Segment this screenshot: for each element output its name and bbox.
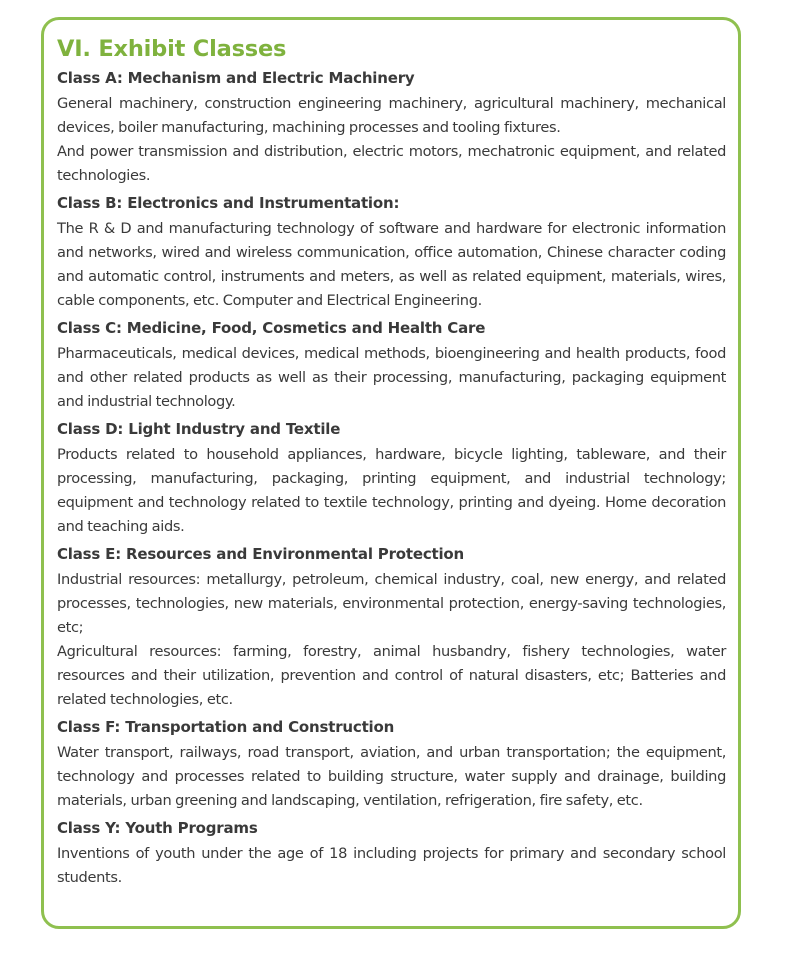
class-f-description bbox=[57, 741, 726, 813]
class-b-description bbox=[57, 217, 726, 313]
class-a-paragraph: And power transmission and distribution, electric motors, mechatronic equipment, and related technologies. bbox=[57, 143, 726, 184]
class-a-description bbox=[57, 92, 726, 188]
class-f-title: Class F: Transportation and Construction bbox=[57, 718, 395, 736]
class-e-paragraph: Industrial resources: metallurgy, petroleum, chemical industry, coal, new energy, and related processes, technologies, new materials, environmental protection, energy-saving technologies, etc; bbox=[57, 571, 726, 636]
class-y-description bbox=[57, 842, 726, 890]
class-d-description bbox=[57, 443, 726, 539]
class-a-block bbox=[57, 68, 726, 188]
class-y-title: Class Y: Youth Programs bbox=[57, 819, 258, 837]
class-e-paragraph: Agricultural resources: farming, forestry, animal husbandry, fishery technologies, water resources and their utilization, prevention and control of natural disasters, etc; Batteries and related technologies, etc. bbox=[57, 643, 726, 708]
class-a-title: Class A: Mechanism and Electric Machinery bbox=[57, 69, 415, 87]
class-c-description bbox=[57, 342, 726, 414]
class-a-paragraph: General machinery, construction engineering machinery, agricultural machinery, mechanical devices, boiler manufacturing, machining processes and tooling fixtures. bbox=[57, 95, 726, 136]
class-e-description bbox=[57, 568, 726, 712]
class-y-block bbox=[57, 818, 726, 890]
exhibit-classes-panel bbox=[41, 17, 741, 929]
class-d-paragraph: Products related to household appliances, hardware, bicycle lighting, tableware, and their processing, manufacturing, packaging, printing equipment, and industrial technology; equipment and technology related to textile technology, printing and dyeing. Home decoration and teaching aids. bbox=[57, 446, 726, 535]
section-heading: VI. Exhibit Classes bbox=[57, 36, 287, 62]
class-f-block bbox=[57, 717, 726, 813]
class-b-title: Class B: Electronics and Instrumentation: bbox=[57, 194, 400, 212]
class-d-title: Class D: Light Industry and Textile bbox=[57, 420, 341, 438]
class-f-paragraph: Water transport, railways, road transport, aviation, and urban transportation; the equipment, technology and processes related to building structure, water supply and drainage, building materials, urban greening and landscaping, ventilation, refrigeration, fire safety, etc. bbox=[57, 744, 726, 809]
class-b-block bbox=[57, 193, 726, 313]
class-c-title: Class C: Medicine, Food, Cosmetics and Health Care bbox=[57, 319, 486, 337]
class-d-block bbox=[57, 419, 726, 539]
class-c-block bbox=[57, 318, 726, 414]
class-b-paragraph: The R & D and manufacturing technology of software and hardware for electronic information and networks, wired and wireless communication, office automation, Chinese character coding and automatic control, instruments and meters, as well as related equipment, materials, wires, cable components, etc. Computer and Electrical Engineering. bbox=[57, 220, 726, 309]
class-c-paragraph: Pharmaceuticals, medical devices, medical methods, bioengineering and health products, food and other related products as well as their processing, manufacturing, packaging equipment and industrial technology. bbox=[57, 345, 726, 410]
class-y-paragraph: Inventions of youth under the age of 18 including projects for primary and secondary school students. bbox=[57, 845, 726, 886]
class-e-title: Class E: Resources and Environmental Protection bbox=[57, 545, 465, 563]
class-e-block bbox=[57, 544, 726, 712]
